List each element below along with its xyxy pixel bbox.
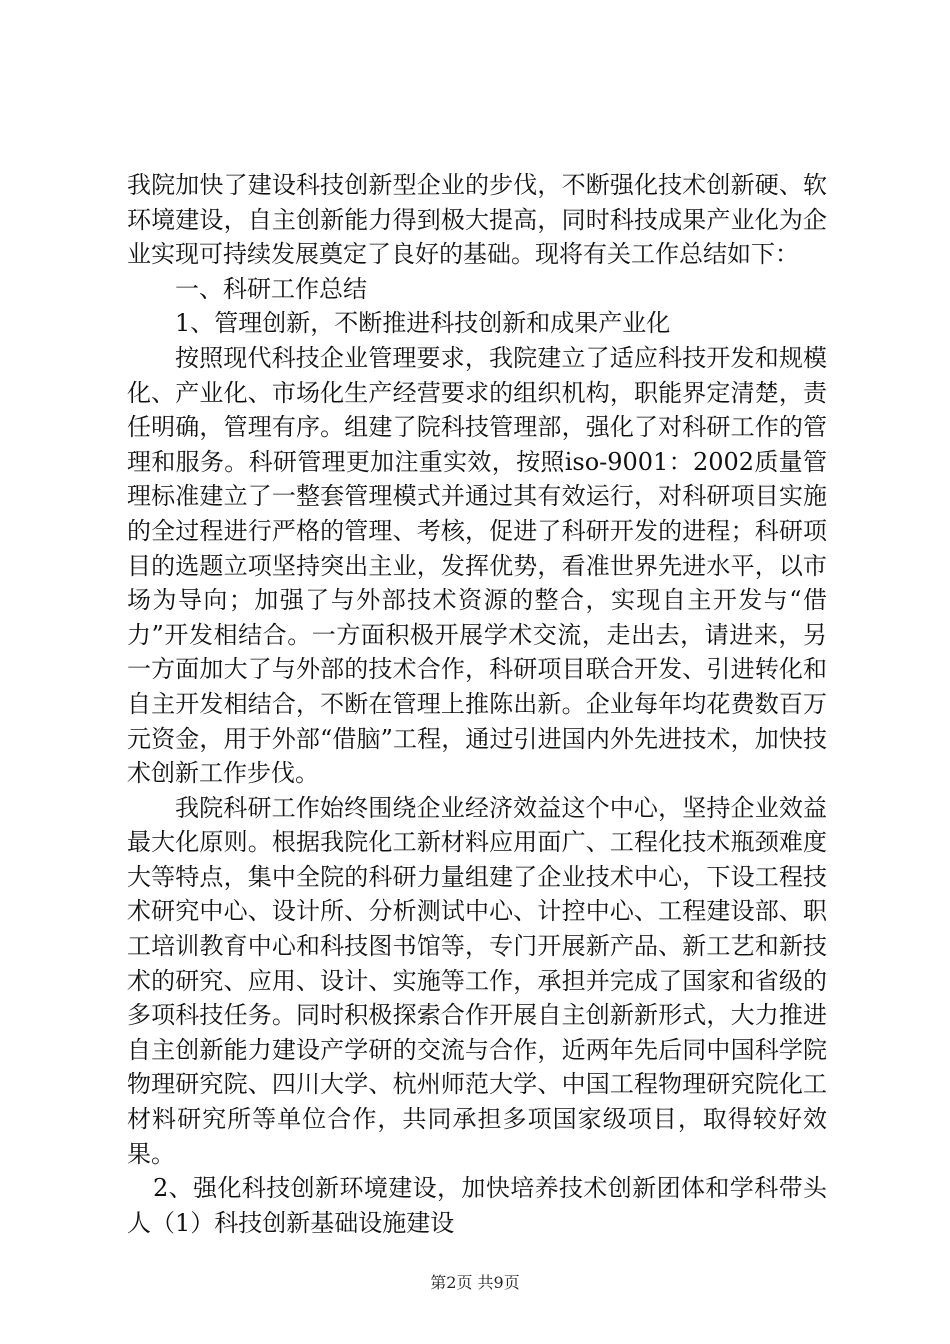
subsection-heading-1: 1、管理创新，不断推进科技创新和成果产业化 [175, 309, 671, 338]
section-heading: 一、科研工作总结 [175, 274, 367, 303]
page-number-footer: 第2页 共9页 [430, 1273, 520, 1292]
intro-paragraph: 我院加快了建设科技创新型企业的步伐，不断强化技术创新硬、软环境建设，自主创新能力得到极大提高，同时科技成果产业化为企业实现可持续发展奠定了良好的基础。现将有关工作总结如下： [127, 171, 827, 269]
document-body [127, 168, 827, 1240]
body-paragraph-research: 我院科研工作始终围绕企业经济效益这个中心，坚持企业效益最大化原则。根据我院化工新材料应用面广、工程化技术瓶颈难度大等特点，集中全院的科研力量组建了企业技术中心，下设工程技术研究中心、设计所、分析测试中心、计控中心、工程建设部、职工培训教育中心和科技图书馆等，专门开展新产品、新工艺和新技术的研究、应用、设计、实施等工作，承担并完成了国家和省级的多项科技任务。同时积极探索合作开展自主创新新形式，大力推进自主创新能力建设产学研的交流与合作，近两年先后同中国科学院物理研究院、四川大学、杭州师范大学、中国工程物理研究院化工材料研究所等单位合作，共同承担多项国家级项目，取得较好效果。 [127, 793, 827, 1168]
body-paragraph-management: 按照现代科技企业管理要求，我院建立了适应科技开发和规模化、产业化、市场化生产经营要求的组织机构，职能界定清楚，责任明确，管理有序。组建了院科技管理部，强化了对科研工作的管理和服务。科研管理更加注重实效，按照iso-9001：2002质量管理标准建立了一整套管理模式并通过其有效运行，对科研项目实施的全过程进行严格的管理、考核，促进了科研开发的进程；科研项目的选题立项坚持突出主业，发挥优势，看准世界先进水平，以市场为导向；加强了与外部技术资源的整合，实现自主开发与“借力”开发相结合。一方面积极开展学术交流，走出去，请进来，另一方面加大了与外部的技术合作，科研项目联合开发、引进转化和自主开发相结合，不断在管理上推陈出新。企业每年均花费数百万元资金，用于外部“借脑”工程，通过引进国内外先进技术，加快技术创新工作步伐。 [127, 343, 827, 788]
subsection-heading-2: 2、强化科技创新环境建设，加快培养技术创新团体和学科带头人（1）科技创新基础设施建设 [127, 1174, 827, 1237]
